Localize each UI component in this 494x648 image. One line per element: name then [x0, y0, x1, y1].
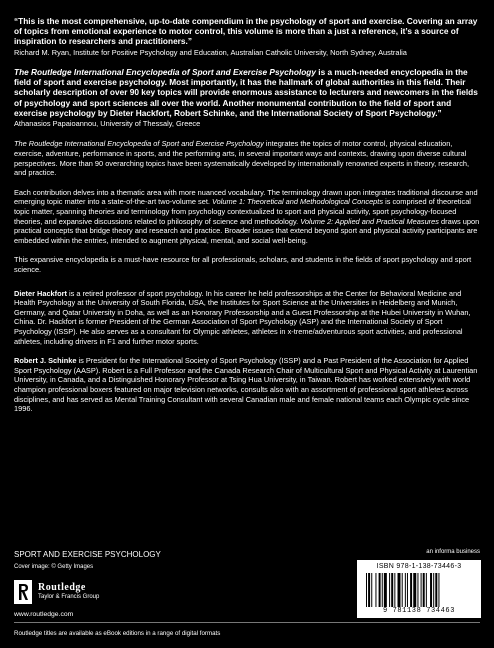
footer-divider [14, 622, 480, 623]
endorsement-attribution-1: Richard M. Ryan, Institute for Positive Psychology and Education, Australian Catholic University, North Sydney, Australia [14, 47, 407, 57]
author-bio-2-text: is President for the International Society of Sport Psychology (ISSP) and a Past President of the Association for Applied Sport Psychology (AASP). Robert is a Full Professor and the Canada Research Chair of Multicultural Sport and Physical Activity at Laurentian University, in Canada, and a Distinguished Honorary Professor at Tsing Hua University, in Taiwan. Robert has worked extensively with world champion professional boxers featured on major television networks, consults also with an assortment of professional sport athletes across disciplines, and has served as Mental Training Consultant with several Canadian male and female national teams each Olympic cycle since 1996. [14, 356, 478, 414]
cover-credit: Cover image: © Getty Images [14, 564, 94, 570]
publisher-name: Routledge [38, 582, 86, 593]
volume-1-title: Volume 1: Theoretical and Methodological Concepts [212, 197, 384, 207]
barcode-number: 9 781138 734463 [382, 607, 455, 615]
isbn-barcode [357, 560, 481, 618]
publisher-subtitle: Taylor & Francis Group [38, 594, 100, 600]
endorsement-quote-2 [14, 67, 482, 118]
author-bio-2 [14, 356, 482, 414]
series-label: SPORT AND EXERCISE PSYCHOLOGY [14, 550, 161, 559]
endorsement-quote-1: “This is the most comprehensive, up-to-date compendium in the psychology of sport and exercise. Covering an array of topics from emotional experience to motor control, this volume is more than a just a reference, it’s a source of inspiration to researchers and practitioners.” [14, 16, 478, 47]
description-paragraph-3: This expansive encyclopedia is a must-have resource for all professionals, scholars, and students in the fields of sport psychology and sport science. [14, 255, 472, 274]
description-paragraph-2 [14, 188, 482, 246]
description-p2-c: draws upon practical concepts that bridge theory and research and practice. Broader issues that extend beyond sport and physical activity participants are embedded within the entries, intended to augment physical, mental, and social well-being. [14, 216, 480, 245]
publisher-logo [14, 578, 154, 608]
publisher-wordmark [38, 582, 99, 601]
author-name-2: Robert J. Schinke [14, 356, 77, 366]
informa-tagline: an informa business [426, 549, 480, 555]
description-p2-b: is comprised of theoretical topic matter, spanning theories and terminology from psychology contextualized to sport and physical activity, sport psychology-focused theories, and expansive discussions related to philosophy of science and methodology. [14, 197, 471, 226]
description-paragraph-1 [14, 139, 482, 177]
encyclopedia-title: The Routledge International Encyclopedia of Sport and Exercise Psychology [14, 67, 316, 78]
author-bio-1-text: is a retired professor of sport psychology. In his career he held professorships at the Center for Behavioral Medicine and Health Psychology at the University of South Florida, USA, the Institutes for Sport Science at the Universities in Heidelberg and Munich, Germany, and Qatar University in Doha, as well as an Honorary Professorship and a Guest Professorship at the Hubei University in Wuhan, China. Dr. Hackfort is former President of the German Association of Sport Psychology (ASP) and the International Society of Sport Psychology (ISSP). He also serves as a consultant for Olympic athletes, athletes in x-treme/adventurous sport activities, and professional athletes, including drivers in F1 and further motor sports. [14, 288, 471, 346]
description-p1-text: integrates the topics of motor control, physical education, exercise, adventure, performance in sports, and the performing arts, in several important ways and contexts, drawing upon diverse cultural perspectives. More than 90 overarching topics have been systematically developed by internationally renowned experts in theory, research, and practice. [14, 139, 470, 178]
author-bio-1 [14, 289, 482, 347]
endorsement-attribution-2: Athanasios Papaioannou, University of Thessaly, Greece [14, 119, 201, 129]
author-name-1: Dieter Hackfort [14, 288, 67, 298]
publisher-url[interactable]: www.routledge.com [14, 611, 74, 618]
barcode-icon [365, 573, 473, 607]
description-p2-a: Each contribution delves into a thematic area with more nuanced vocabulary. The terminology drawn upon integrates traditional discourse and emerging topic matter into a state-of-the-art two-volume set. [14, 187, 478, 207]
endorsement-quote-2-text: is a much-needed encyclopedia in the field of sport and exercise psychology. Most importantly, it has the hallmark of global authorities in this field. Their scholarly description of over 90 key topics will provide enormous assistance to lecturers and newcomers in the fields of psychology and sport sciences all over the world. Another monumental contribution to the field of sport and exercise psychology by Dieter Hackfort, Robert Schinke, and the International Society of Sport Psychology.” [14, 67, 478, 118]
ebook-note: Routledge titles are available as eBook editions in a range of digital formats [14, 630, 221, 637]
volume-2-title: Volume 2: Applied and Practical Measures [300, 216, 439, 226]
isbn-text: ISBN 978-1-138-73446-3 [376, 563, 462, 570]
routledge-logo-icon [14, 580, 32, 604]
description-title: The Routledge International Encyclopedia of Sport and Exercise Psychology [14, 139, 264, 149]
main-text-column [14, 16, 482, 414]
